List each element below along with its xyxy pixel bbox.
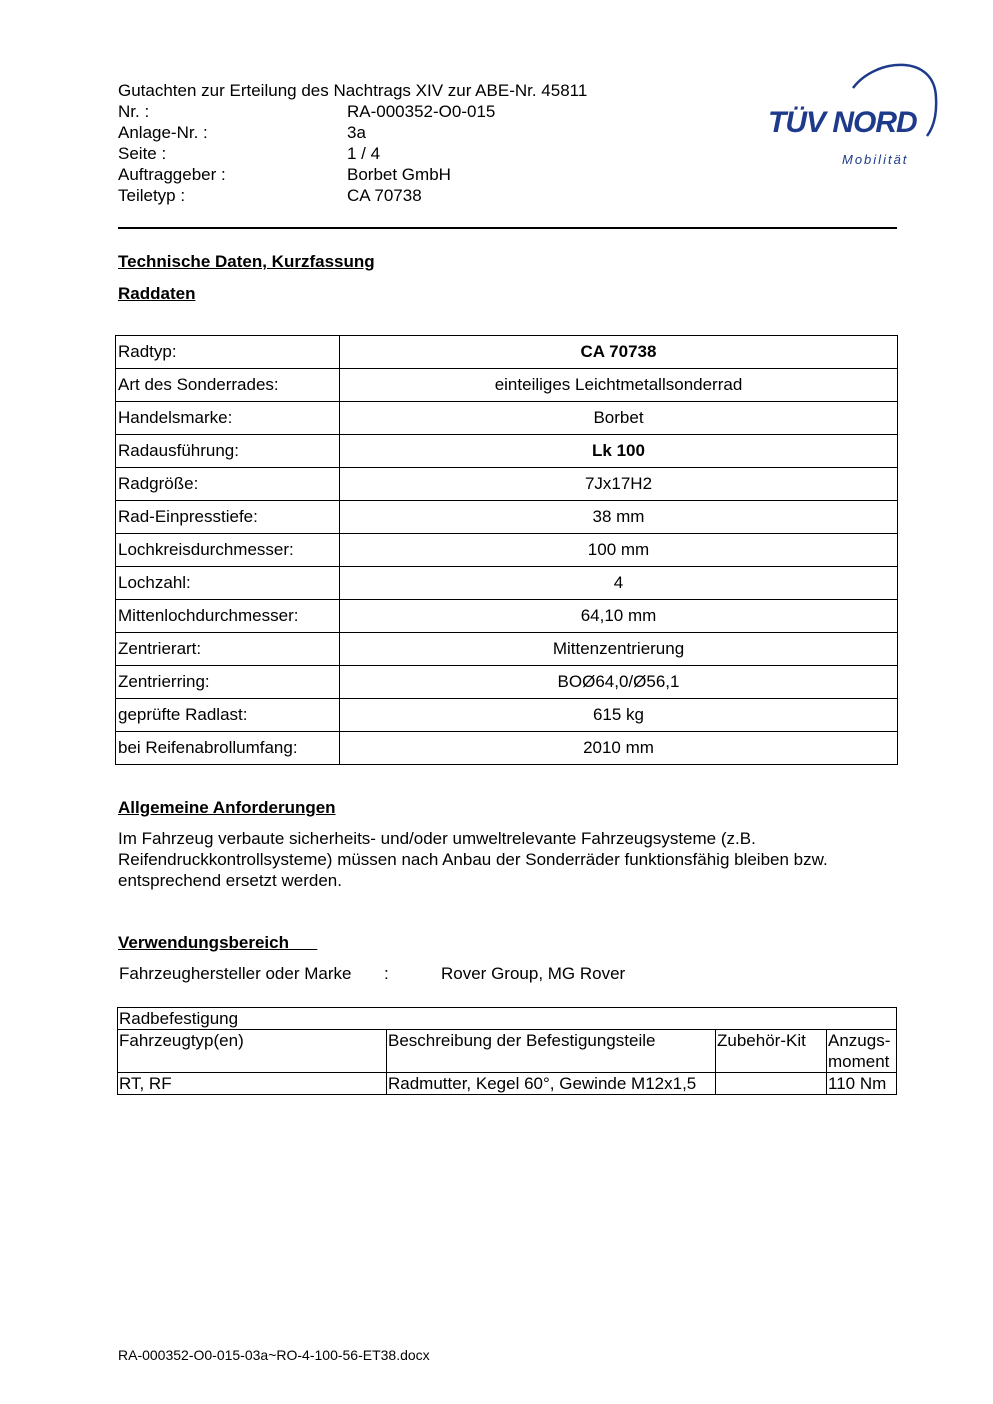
- row-label: Mittenlochdurchmesser:: [116, 600, 340, 633]
- column-header: Fahrzeugtyp(en): [118, 1030, 387, 1073]
- row-value: 2010 mm: [340, 732, 898, 765]
- header-row-anlage: [118, 122, 678, 143]
- row-label: Zentrierring:: [116, 666, 340, 699]
- row-value: Mittenzentrierung: [340, 633, 898, 666]
- logo-subtitle: Mobilität: [842, 152, 909, 167]
- table-title: Radbefestigung: [118, 1008, 897, 1030]
- raddaten-table: [115, 335, 898, 765]
- tuev-nord-logo: [765, 58, 940, 173]
- table-title-row: [118, 1008, 897, 1030]
- maker-colon: :: [384, 964, 389, 983]
- table-row: [116, 567, 898, 600]
- row-label: Radtyp:: [116, 336, 340, 369]
- header-value: RA-000352-O0-015: [347, 102, 496, 121]
- row-label: geprüfte Radlast:: [116, 699, 340, 732]
- header-row-auftraggeber: [118, 164, 678, 185]
- table-row: [116, 336, 898, 369]
- maker-value: Rover Group, MG Rover: [441, 964, 626, 983]
- row-label: Lochzahl:: [116, 567, 340, 600]
- table-row: [116, 369, 898, 402]
- vehicle-maker-line: [119, 964, 625, 984]
- row-value: einteiliges Leichtmetallsonderrad: [340, 369, 898, 402]
- table-row: [116, 633, 898, 666]
- row-value: 4: [340, 567, 898, 600]
- row-value: Borbet: [340, 402, 898, 435]
- header-row-teiletyp: [118, 185, 678, 206]
- table-row: [116, 732, 898, 765]
- header-value: 3a: [347, 123, 366, 142]
- table-cell: [716, 1073, 827, 1095]
- header-label: Teiletyp :: [118, 186, 186, 205]
- column-header: Beschreibung der Befestigungsteile: [387, 1030, 716, 1073]
- table-cell: RT, RF: [118, 1073, 387, 1095]
- header-row-nr: [118, 101, 678, 122]
- column-header: Anzugs-moment: [827, 1030, 897, 1073]
- row-value: 64,10 mm: [340, 600, 898, 633]
- section-heading-allgemeine-anforderungen: Allgemeine Anforderungen: [118, 798, 336, 817]
- footer-filename: RA-000352-O0-015-03a~RO-4-100-56-ET38.docx: [118, 1347, 430, 1363]
- section-heading-raddaten: Raddaten: [118, 284, 196, 303]
- row-value: 7Jx17H2: [340, 468, 898, 501]
- row-value: 615 kg: [340, 699, 898, 732]
- row-label: bei Reifenabrollumfang:: [116, 732, 340, 765]
- header-value: CA 70738: [347, 186, 422, 205]
- row-value: 38 mm: [340, 501, 898, 534]
- row-label: Radgröße:: [116, 468, 340, 501]
- row-label: Rad-Einpresstiefe:: [116, 501, 340, 534]
- header-label: Anlage-Nr. :: [118, 123, 208, 142]
- allgemeine-anforderungen-text: Im Fahrzeug verbaute sicherheits- und/oder umweltrelevante Fahrzeugsysteme (z.B. Reifendruckkontrollsysteme) müssen nach Anbau der Sonderräder funktionsfähig bleiben bzw. entsprechend ersetzt werden.: [118, 829, 828, 890]
- document-title: Gutachten zur Erteilung des Nachtrags XIV zur ABE-Nr. 45811: [118, 81, 588, 100]
- table-row: [116, 468, 898, 501]
- header-label: Nr. :: [118, 102, 150, 121]
- row-label: Lochkreisdurchmesser:: [116, 534, 340, 567]
- radbefestigung-table: [117, 1007, 897, 1095]
- row-label: Art des Sonderrades:: [116, 369, 340, 402]
- column-header: Zubehör-Kit: [716, 1030, 827, 1073]
- verwendungsbereich-label: Verwendungsbereich: [118, 933, 289, 952]
- document-header: [118, 80, 678, 206]
- table-row: [116, 534, 898, 567]
- table-cell: 110 Nm: [827, 1073, 897, 1095]
- header-label: Auftraggeber :: [118, 165, 226, 184]
- row-label: Handelsmarke:: [116, 402, 340, 435]
- table-row: [116, 402, 898, 435]
- table-row: [116, 435, 898, 468]
- header-value: Borbet GmbH: [347, 165, 451, 184]
- section-heading-verwendungsbereich: [118, 933, 317, 953]
- header-divider: [118, 227, 897, 229]
- row-value: 100 mm: [340, 534, 898, 567]
- header-label: Seite :: [118, 144, 167, 163]
- table-cell: Radmutter, Kegel 60°, Gewinde M12x1,5: [387, 1073, 716, 1095]
- table-row: [116, 600, 898, 633]
- header-value: 1 / 4: [347, 144, 381, 163]
- row-label: Radausführung:: [116, 435, 340, 468]
- table-row: [118, 1073, 897, 1095]
- table-header-row: [118, 1030, 897, 1073]
- maker-label: Fahrzeughersteller oder Marke: [119, 964, 352, 983]
- logo-wordmark: TÜV NORD: [768, 106, 917, 139]
- row-value: CA 70738: [340, 336, 898, 369]
- section-heading-technische-daten: Technische Daten, Kurzfassung: [118, 252, 375, 271]
- table-row: [116, 699, 898, 732]
- row-value: BOØ64,0/Ø56,1: [340, 666, 898, 699]
- row-value: Lk 100: [340, 435, 898, 468]
- header-row-seite: [118, 143, 678, 164]
- table-row: [116, 666, 898, 699]
- table-row: [116, 501, 898, 534]
- row-label: Zentrierart:: [116, 633, 340, 666]
